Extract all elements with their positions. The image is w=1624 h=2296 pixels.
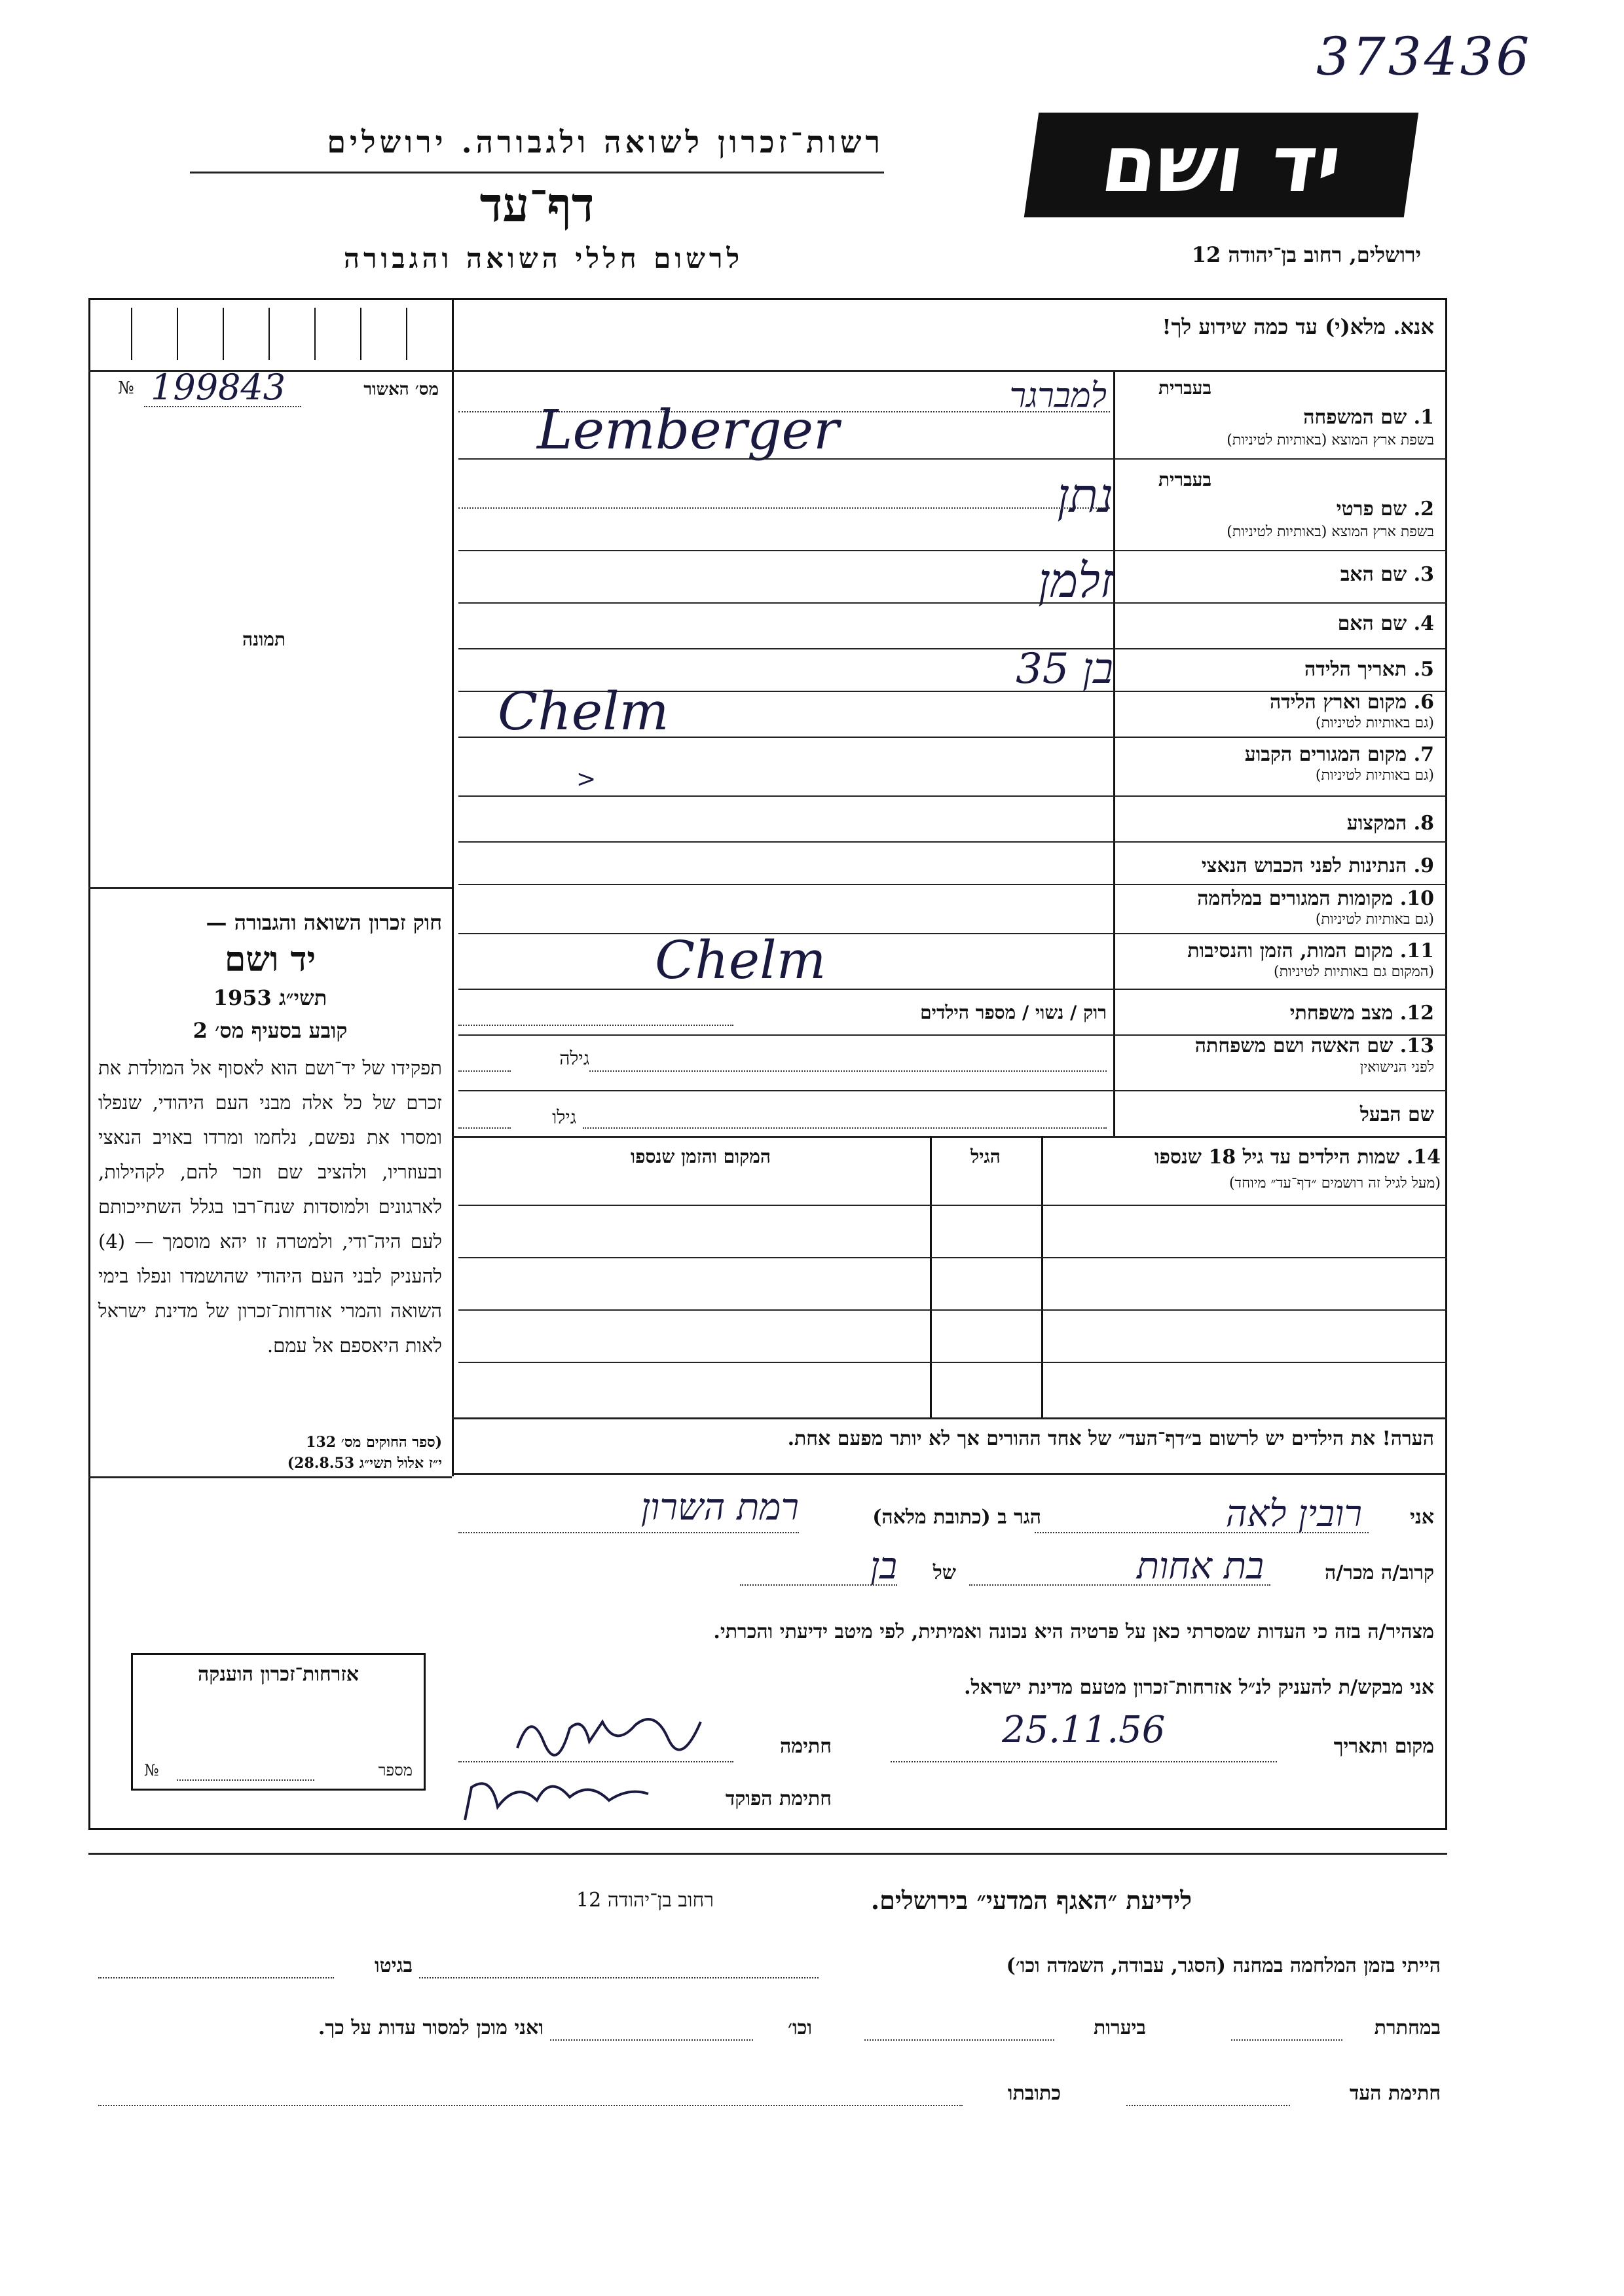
residence-value: >: [576, 766, 597, 793]
approval-number: 199843: [151, 367, 286, 408]
field-birth-place-sub: (גם באותיות לטיניות): [1315, 715, 1434, 731]
first-name-hebrew: נתן: [1057, 468, 1113, 523]
field-war-residences-label: 10. מקומות המגורים במלחמה: [1197, 887, 1434, 910]
decl-of-value: בן: [870, 1545, 897, 1588]
bottom-witness-address: כתובתו: [1007, 2082, 1061, 2105]
bottom-separator: [88, 1853, 1447, 1855]
decl-relative: קרוב/ה מכר/ה: [1325, 1561, 1434, 1584]
law-name: יד ושם: [224, 939, 316, 979]
field-birth-place-label: 6. מקום וארץ הלידה: [1269, 691, 1434, 714]
form-title: דף־עד: [479, 177, 595, 232]
birth-date-value: בן 35: [1016, 645, 1113, 693]
field-residence-label: 7. מקום המגורים הקבוע: [1244, 743, 1434, 766]
bottom-address: רחוב בן־יהודה 12: [576, 1889, 714, 1912]
photo-bottom-line: [88, 887, 452, 889]
field-children-label: 14. שמות הילדים עד גיל 18 שנספו: [1154, 1146, 1441, 1169]
field-wife-name-sub: לפני הנישואין: [1359, 1059, 1434, 1076]
field-death-place-label: 11. מקום המות, הזמן והנסיבות: [1187, 939, 1434, 962]
archive-number: 373436: [1316, 26, 1532, 87]
decl-request: אני מבקש/ת להעניק לנ״ל אזרחות־זכרון מטעם מדינת ישראל.: [964, 1676, 1434, 1699]
children-col-div-1: [930, 1136, 932, 1417]
children-col-div-2: [1041, 1136, 1043, 1417]
approval-row-line: [88, 370, 1447, 372]
approval-no-sign: №: [118, 378, 134, 398]
family-name-hebrew: למברגר: [1009, 376, 1107, 416]
decl-officer-label: חתימת הפוקד: [725, 1787, 832, 1810]
decl-residing: הגר ב (כתובת מלאה): [872, 1506, 1041, 1529]
children-place-col: המקום והזמן שנספו: [631, 1146, 771, 1167]
decl-address-value: רמת השרון: [640, 1486, 799, 1529]
bottom-line-1: הייתי בזמן המלחמה במחנה (הסגר, עבודה, השמדה וכו׳): [1006, 1954, 1441, 1977]
birth-place-value: Chelm: [498, 681, 669, 742]
citizenship-title: אזרחות־זכרון הוענקה: [197, 1663, 360, 1686]
field-father-name-label: 3. שם האב: [1340, 563, 1434, 586]
bottom-title: לידיעת ״האגף המדעי״ בירושלים.: [870, 1886, 1192, 1915]
law-title: חוק זכרון השואה והגבורה —: [206, 910, 442, 935]
husband-age-label: גילו: [552, 1106, 576, 1128]
field-citizenship-label: 9. הנתינות לפני הכבוש הנאצי: [1201, 854, 1434, 877]
decl-i-label: אני: [1410, 1506, 1434, 1529]
bottom-ghetto: בגיטו: [374, 1954, 413, 1977]
decl-of: של: [932, 1561, 956, 1584]
field-residence-sub: (גם באותיות לטיניות): [1315, 767, 1434, 784]
hebrew-label-1: בעברית: [1158, 377, 1211, 399]
children-age-col: הגיל: [970, 1146, 1001, 1167]
death-place-value: Chelm: [655, 930, 826, 991]
citizenship-no-sign: №: [144, 1761, 159, 1779]
bottom-underground: במחתרת: [1374, 2016, 1441, 2039]
photo-label: תמונה: [242, 629, 286, 650]
field-children-sub: (מעל לגיל זה רושמים ״דף־עד״ מיוחד): [1228, 1175, 1441, 1192]
field-mother-name-label: 4. שם האם: [1337, 612, 1434, 635]
decl-place-date-value: 25.11.56: [1002, 1709, 1166, 1751]
yad-vashem-logo: יד ושם: [1024, 113, 1418, 217]
officer-signature: [452, 1761, 661, 1827]
decl-place-date-label: מקום ותאריך: [1333, 1735, 1434, 1758]
form-subtitle: לרשום חללי השואה והגבורה: [343, 242, 744, 274]
field-family-name-sub: בשפת ארץ המוצא (באותיות לטיניות): [1227, 432, 1434, 448]
witness-signature: [511, 1702, 707, 1761]
wife-age-label: גילה: [559, 1048, 589, 1069]
authority-header: רשות־זכרון לשואה ולגבורה. ירושלים: [327, 124, 884, 160]
field-death-place-sub: (המקום גם באותיות לטיניות): [1274, 964, 1434, 980]
field-husband-label: שם הבעל: [1359, 1103, 1434, 1126]
bottom-etc: וכו׳: [788, 2016, 812, 2039]
father-name: זלמן: [1038, 553, 1113, 608]
decl-statement: מצהיר/ה בזה כי העדות שמסרתי כאן על פרטיה היא נכונה ואמיתית, לפי מיטב ידיעתי והכרתי.: [713, 1620, 1434, 1643]
bottom-witness-signature: חתימת העד: [1349, 2082, 1441, 2105]
hebrew-label-2: בעברית: [1158, 469, 1211, 490]
citizenship-number-label: מספר: [378, 1761, 413, 1779]
bottom-forests: ביערות: [1093, 2016, 1146, 2039]
approval-label: מס׳ האשור: [363, 380, 439, 399]
law-ref-2: י״ז אלול תשי״ג 28.8.53): [287, 1455, 442, 1472]
bottom-testimony: ואני מוכן למסור עדות על כך.: [318, 2016, 544, 2039]
field-first-name-sub: בשפת ארץ המוצא (באותיות לטיניות): [1227, 524, 1434, 540]
field-war-residences-sub: (גם באותיות לטיניות): [1315, 911, 1434, 928]
field-marital-label: 12. מצב משפחתי: [1289, 1002, 1434, 1025]
law-ref-1: (ספר החוקים מס׳ 132: [306, 1434, 442, 1451]
decl-i-value: רובין לאה: [1225, 1493, 1362, 1535]
family-name-latin: Lemberger: [537, 399, 840, 462]
approval-cells: [98, 308, 445, 360]
field-wife-name-label: 13. שם האשה ושם משפחתה: [1194, 1034, 1434, 1057]
instruction-text: אנא. מלא(י) עד כמה שידוע לך!: [1162, 314, 1434, 339]
note-text: הערה! את הילדים יש לרשום ב״דף־העד״ של אחד ההורים אך לא יותר מפעם אחת.: [787, 1427, 1434, 1450]
field-first-name-label: 2. שם פרטי: [1336, 498, 1434, 520]
header-address: ירושלים, רחוב בן־יהודה 12: [1191, 242, 1421, 267]
label-column-divider: [1113, 370, 1115, 1136]
law-year: תשי״ג 1953: [213, 985, 327, 1010]
field-birth-date-label: 5. תאריך הלידה: [1304, 658, 1434, 681]
decl-relative-value: בת אחות: [1136, 1545, 1264, 1588]
marital-options: רוק / נשוי / מספר הילדים: [920, 1002, 1107, 1023]
header-underline: [190, 172, 884, 173]
law-section: קובע בסעיף מס׳ 2: [193, 1018, 348, 1043]
field-profession-label: 8. המקצוע: [1346, 812, 1434, 835]
law-text: תפקידו של יד־ושם הוא לאסוף אל המולדת את זכרם של כל אלה מבני העם היהודי, שנפלו ומסרו את נפשם, נלחמו ומרדו באויב הנאצי ובעוזריו, ולהציב שם וזכר להם, לקהילות, לארגונים ולמוסדות שנח־רבו בגלל השתייכותם לעם היה־ודי, ולמטרה זו יהא מוסמך — (4) להעניק לבני העם היהודי שהושמדו ונפלו בימי השואה והמרי אזרחות־זכרון של מדינת ישראל לאות היאספם אל עמם.: [98, 1057, 442, 1357]
field-family-name-label: 1. שם המשפחה: [1303, 406, 1434, 429]
left-column-divider: [452, 298, 454, 1476]
decl-signature-label: חתימה: [780, 1735, 832, 1758]
